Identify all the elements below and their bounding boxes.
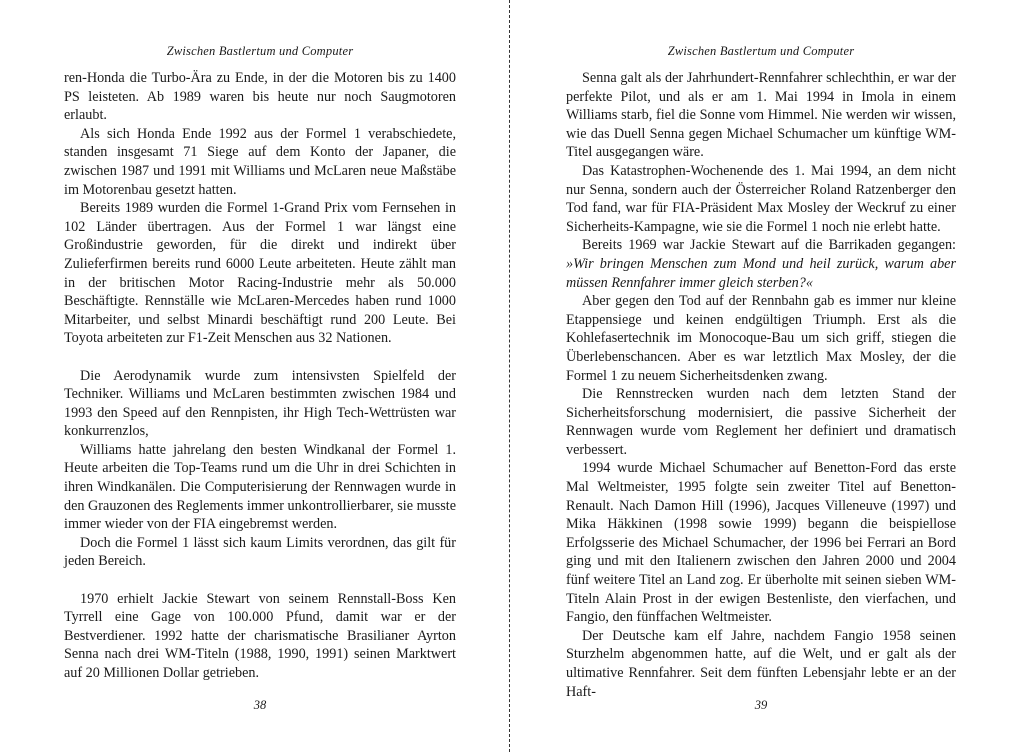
paragraph-text: Bereits 1989 wurden die Formel 1-Grand Prix vom Fernsehen in 102 Länder übertragen. Aus der Formel 1 war längst eine Großindustrie geworden, für die direkt und indirekt über Zulieferfirmen bereits rund 6000 Leute arbeiteten. Heute zählt man in der britischen Motor Racing-Industrie mehr als 50.000 Beschäftigte. Rennställe wie McLaren-Mercedes haben rund 1000 Mitarbeiter, und selbst Minardi beschäftigt rund 200 Leute. Bei Toyota arbeiteten zur F1-Zeit Menschen aus 32 Nationen. xyxy=(64,200,456,347)
running-header-left: Zwischen Bastlertum und Computer xyxy=(166,44,354,58)
page-body-left xyxy=(64,69,456,683)
paragraph xyxy=(64,367,456,441)
paragraph xyxy=(566,69,956,162)
paragraph-text: Williams hatte jahrelang den besten Windkanal der Formel 1. Heute arbeiten die Top-Teams rund um die Uhr in drei Schichten in ihren Windkanälen. Die Computerisierung der Rennwagen wurde in den Grauzonen des Reglements immer unkontrollierbarer, sie musste immer wieder von der FIA eingebremst werden. xyxy=(64,441,456,533)
spine-dashed-line xyxy=(509,0,510,752)
page-number-left: 38 xyxy=(253,698,267,712)
paragraph-text: 1970 erhielt Jackie Stewart von seinem Rennstall-Boss Ken Tyrrell eine Gage von 100.000 Pfund, damit war er der Bestverdiener. 1992 hatte der charismatische Brasilianer Ayrton Senna nach drei WM-Titeln (1988, 1990, 1991) seinen Marktwert auf 20 Millionen Dollar getrieben. xyxy=(64,590,456,681)
paragraph-text: Senna galt als der Jahrhundert-Rennfahrer schlechthin, er war der perfekte Pilot, und als er am 1. Mai 1994 in Imola in einem Williams starb, fiel die Sonne vom Himmel. Nie werden wir wissen, wie das Duell Senna gegen Michael Schumacher um künftige WM-Titel ausgegangen wäre. xyxy=(566,70,956,161)
paragraph xyxy=(64,441,456,534)
page-left xyxy=(64,0,456,752)
page-right xyxy=(566,0,956,752)
paragraph-text: ren-Honda die Turbo-Ära zu Ende, in der die Motoren bis zu 1400 PS leisteten. Ab 1989 waren bis heute nur noch Saugmotoren erlaubt. xyxy=(64,70,456,124)
paragraph-text: Die Aerodynamik wurde zum intensivsten Spielfeld der Techniker. Williams und McLaren bestimmten zwischen 1984 und 1993 den Speed auf den Rennpisten, ihr High Tech-Wettrüsten war konkurrenzlos, xyxy=(64,367,456,440)
paragraph-text: Die Rennstrecken wurden nach dem letzten Stand der Sicherheitsforschung modernisiert, die passive Sicherheit der Rennwagen wurde vom Reglement her definiert und dramatisch verbessert. xyxy=(566,386,956,458)
paragraph xyxy=(566,385,956,459)
paragraph-text: Als sich Honda Ende 1992 aus der Formel 1 verabschiedete, standen insgesamt 71 Siege auf dem Konto der Japaner, die zwischen 1987 und 1991 mit Williams und McLaren neue Maßstäbe im Motorenbau gesetzt hatten. xyxy=(64,125,456,198)
paragraph xyxy=(566,459,956,626)
paragraph xyxy=(64,590,456,683)
running-header-right: Zwischen Bastlertum und Computer xyxy=(667,44,855,58)
paragraph xyxy=(566,292,956,385)
paragraph xyxy=(64,69,456,125)
paragraph xyxy=(566,236,956,292)
paragraph xyxy=(64,125,456,199)
paragraph xyxy=(566,627,956,701)
paragraph-text: 1994 wurde Michael Schumacher auf Benetton-Ford das erste Mal Weltmeister, 1995 folgte sein zweiter Titel auf Benetton-Renault. Nach Damon Hill (1996), Jacques Villeneuve (1997) und Mika Häkkinen (1998 sowie 1999) begann die beispiellose Erfolgsserie des Michael Schumacher, der 1996 bei Ferrari an Bord ging und mit den Italienern zwischen den Jahren 2000 und 2004 fünf weitere Titel an Land zog. Er überholte mit seinen sieben WM-Titeln Alain Prost in der ewigen Bestenliste, den vierfachen, und Fangio, den fünffachen Weltmeister. xyxy=(566,460,956,626)
paragraph-text: Aber gegen den Tod auf der Rennbahn gab es immer nur kleine Etappensiege und keinen endgültigen Triumph. Erst als die Kohlefasertechnik im Monocoque-Bau um sich griff, stiegen die Überlebenschancen. Aber es war letztlich Max Mosley, der die Formel 1 zu neuem Sicherheitsdenken zwang. xyxy=(566,293,956,384)
paragraph xyxy=(566,162,956,236)
paragraph xyxy=(64,199,456,348)
page-number-right: 39 xyxy=(754,698,768,712)
paragraph-text: Das Katastrophen-Wochenende des 1. Mai 1994, an dem nicht nur Senna, sondern auch der Österreicher Roland Ratzenberger den Tod fand, war für FIA-Präsident Max Mosley der Weckruf zu einer Sicherheits-Kampagne, wie sie die Formel 1 noch nie erlebt hatte. xyxy=(566,162,956,235)
paragraph-text: Doch die Formel 1 lässt sich kaum Limits verordnen, das gilt für jeden Bereich. xyxy=(64,534,456,570)
page-body-right xyxy=(566,69,956,701)
paragraph xyxy=(64,534,456,571)
paragraph-text: Der Deutsche kam elf Jahre, nachdem Fangio 1958 seinen Sturzhelm abgenommen hatte, auf die Welt, und er galt als der ultimative Rennfahrer. Seit dem fünften Lebensjahr lebte er an der Haft- xyxy=(566,627,956,700)
paragraph-text-italic: »Wir bringen Menschen zum Mond und heil zurück, warum aber müssen Rennfahrer immer gleich sterben?« xyxy=(566,255,956,291)
paragraph-text: Bereits 1969 war Jackie Stewart auf die Barrikaden gegangen: xyxy=(582,237,956,254)
